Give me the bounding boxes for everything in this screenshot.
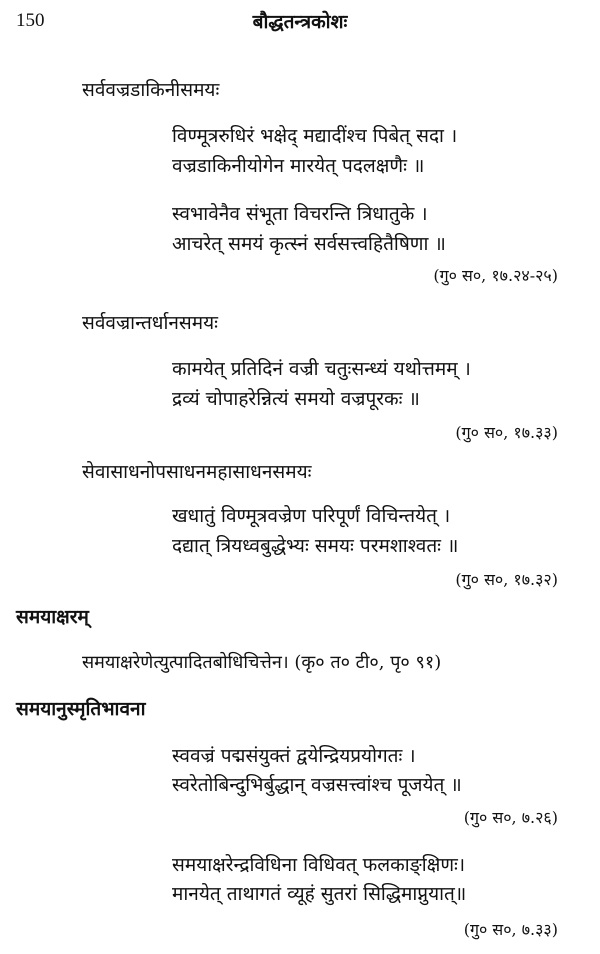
verse-line: स्ववज्रं पद्मसंयुक्तं द्वयेन्द्रियप्रयोगतः ।: [172, 745, 416, 767]
page-number: 150: [16, 10, 45, 31]
running-title: बौद्धतन्त्रकोशः: [252, 11, 348, 33]
entry-title: समयाक्षरम्: [16, 606, 89, 628]
verse-line: कामयेत् प्रतिदिनं वज्री चतुःसन्ध्यं यथोत्तमम् ।: [172, 358, 471, 380]
entry-title: समयानुस्मृतिभावना: [16, 698, 146, 720]
section-heading: सेवासाधनोपसाधनमहासाधनसमयः: [82, 461, 312, 483]
verse-line: आचरेत् समयं कृत्स्नं सर्वसत्त्वहितैषिणा ॥: [172, 233, 446, 255]
verse-line: दद्यात् त्रियध्वबुद्धेभ्यः समयः परमशाश्वतः ॥: [172, 535, 459, 557]
verse-reference: (गु० स०, ७.२६): [463, 808, 558, 827]
verse-line: विण्मूत्ररुधिरं भक्षेद् मद्यादींश्च पिबेत् सदा ।: [172, 125, 458, 147]
verse-reference: (गु० स०, १७.२४-२५): [433, 266, 558, 285]
verse-line: मानयेत् ताथागतं व्यूहं सुतरां सिद्धिमाप्नुयात्॥: [172, 883, 467, 905]
section-heading: सर्ववज्रडाकिनीसमयः: [82, 79, 220, 101]
verse-reference: (गु० स०, १७.३२): [455, 570, 558, 589]
verse-reference: (गु० स०, ७.३३): [463, 920, 558, 939]
verse-line: समयाक्षरेन्द्रविधिना विधिवत् फलकाङ्क्षिणः।: [172, 854, 466, 876]
verse-reference: (गु० स०, १७.३३): [455, 423, 558, 442]
verse-line: स्वरेतोबिन्दुभिर्बुद्धान् वज्रसत्त्वांश्च पूजयेत् ॥: [172, 774, 462, 796]
verse-line: वज्रडाकिनीयोगेन मारयेत् पदलक्षणैः ॥: [172, 155, 425, 177]
section-heading: सर्ववज्रान्तर्धानसमयः: [82, 312, 218, 334]
page-header: [0, 8, 600, 38]
verse-line: खधातुं विण्मूत्रवज्रेण परिपूर्णं विचिन्तयेत् ।: [172, 505, 451, 527]
verse-line: द्रव्यं चोपाहरेन्नित्यं समयो वज्रपूरकः ॥: [172, 388, 420, 410]
entry-text: समयाक्षरेणेत्युत्पादितबोधिचित्तेन। (कृ० त० टी०, पृ० ९१): [82, 652, 442, 673]
verse-line: स्वभावेनैव संभूता विचरन्ति त्रिधातुके ।: [172, 203, 428, 225]
